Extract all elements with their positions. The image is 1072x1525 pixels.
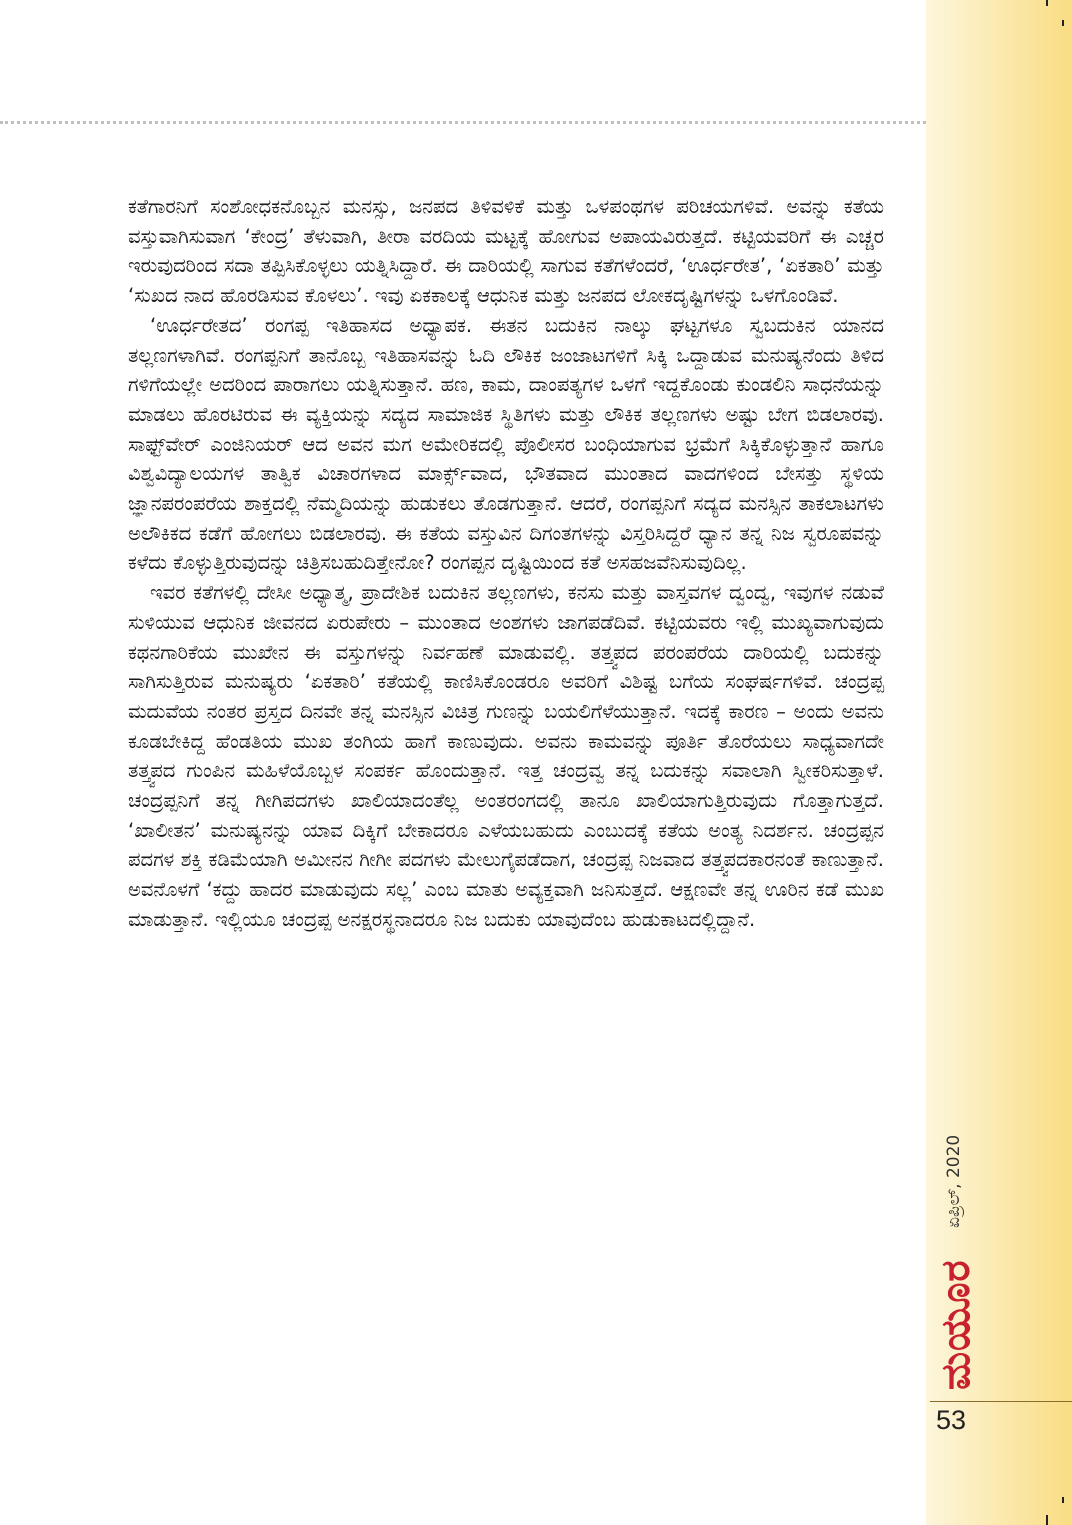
page-number: 53 (936, 1405, 967, 1435)
header-dotted-rule (0, 121, 926, 124)
crop-mark-right-upper (1062, 20, 1064, 26)
crop-mark-top-right (1046, 0, 1048, 6)
magazine-name: ಮಯೂರ (933, 1259, 979, 1390)
crop-mark-bottom-right (1046, 1515, 1048, 1525)
issue-date: ಏಪ್ರಿಲ್, 2020 (944, 1134, 964, 1228)
page-number-rule (930, 1401, 1072, 1402)
crop-mark-right-lower (1062, 1497, 1064, 1503)
paragraph-2: ‘ಊರ್ಧರೇತದ’ ರಂಗಪ್ಪ ಇತಿಹಾಸದ ಅಧ್ಯಾಪಕ. ಈತನ ಬದುಕಿನ ನಾಲ್ಕು ಘಟ್ಟಗಳೂ ಸ್ವಬದುಕಿನ ಯಾನದ ತಲ್ಲಣಗಳಾಗಿವೆ. ರಂಗಪ್ಪನಿಗೆ ತಾನೊಬ್ಬ ಇತಿಹಾಸವನ್ನು ಓದಿ ಲೌಕಿಕ ಜಂಜಾಟಗಳಿಗೆ ಸಿಕ್ಕಿ ಒದ್ದಾಡುವ ಮನುಷ್ಯನೆಂದು ತಿಳಿದ ಗಳಿಗೆಯಲ್ಲೇ ಅದರಿಂದ ಪಾರಾಗಲು ಯತ್ನಿಸುತ್ತಾನೆ. ಹಣ, ಕಾಮ, ದಾಂಪತ್ಯಗಳ ಒಳಗೆ ಇದ್ದಕೊಂಡು ಕುಂಡಲಿನಿ ಸಾಧನೆಯನ್ನು ಮಾಡಲು ಹೊರಟಿರುವ ಈ ವ್ಯಕ್ತಿಯನ್ನು ಸದ್ಯದ ಸಾಮಾಜಿಕ ಸ್ಥಿತಿಗಳು ಮತ್ತು ಲೌಕಿಕ ತಲ್ಲಣಗಳು ಅಷ್ಟು ಬೇಗ ಬಿಡಲಾರವು. ಸಾಫ್ಟ್‌ವೇರ್ ಎಂಜಿನಿಯರ್ ಆದ ಅವನ ಮಗ ಅಮೇರಿಕದಲ್ಲಿ ಪೊಲೀಸರ ಬಂಧಿಯಾಗುವ ಭ್ರಮೆಗೆ ಸಿಕ್ಕಿಕೊಳ್ಳುತ್ತಾನೆ ಹಾಗೂ ವಿಶ್ವವಿದ್ಯಾಲಯಗಳ ತಾತ್ವಿಕ ವಿಚಾರಗಳಾದ ಮಾರ್ಕ್ಸ್‌ವಾದ, ಭೌತವಾದ ಮುಂತಾದ ವಾದಗಳಿಂದ ಬೇಸತ್ತು ಸ್ಥಳಿಯ ಜ್ಞಾನಪರಂಪರೆಯ ಶಾಕ್ತದಲ್ಲಿ ನೆಮ್ಮದಿಯನ್ನು ಹುಡುಕಲು ತೊಡಗುತ್ತಾನೆ. ಆದರೆ, ರಂಗಪ್ಪನಿಗೆ ಸದ್ಯದ ಮನಸ್ಸಿನ ತಾಕಲಾಟಗಳು ಅಲೌಕಿಕದ ಕಡೆಗೆ ಹೋಗಲು ಬಿಡಲಾರವು. ಈ ಕತೆಯ ವಸ್ತುವಿನ ದಿಗಂತಗಳನ್ನು ವಿಸ್ತರಿಸಿದ್ದರೆ ಧ್ಯಾನ ತನ್ನ ನಿಜ ಸ್ವರೂಪವನ್ನು ಕಳೆದು ಕೊಳ್ಳುತ್ತಿರುವುದನ್ನು ಚಿತ್ರಿಸಬಹುದಿತ್ತೇನೋ? ರಂಗಪ್ಪನ ದೃಷ್ಟಿಯಿಂದ ಕತೆ ಅಸಹಜವೆನಿಸುವುದಿಲ್ಲ. (128, 313, 884, 575)
article-body (128, 192, 884, 935)
paragraph-3: ಇವರ ಕತೆಗಳಲ್ಲಿ ದೇಸೀ ಅಧ್ಯಾತ್ಮ, ಪ್ರಾದೇಶಿಕ ಬದುಕಿನ ತಲ್ಲಣಗಳು, ಕನಸು ಮತ್ತು ವಾಸ್ತವಗಳ ದ್ವಂದ್ವ, ಇವುಗಳ ನಡುವೆ ಸುಳಿಯುವ ಆಧುನಿಕ ಜೀವನದ ಏರುಪೇರು – ಮುಂತಾದ ಅಂಶಗಳು ಜಾಗಪಡೆದಿವೆ. ಕಟ್ಟಿಯವರು ಇಲ್ಲಿ ಮುಖ್ಯವಾಗುವುದು ಕಥನಗಾರಿಕೆಯ ಮುಖೇನ ಈ ವಸ್ತುಗಳನ್ನು ನಿರ್ವಹಣೆ ಮಾಡುವಲ್ಲಿ. ತತ್ತ್ವಪದ ಪರಂಪರೆಯ ದಾರಿಯಲ್ಲಿ ಬದುಕನ್ನು ಸಾಗಿಸುತ್ತಿರುವ ಮನುಷ್ಯರು ‘ಏಕತಾರಿ’ ಕತೆಯಲ್ಲಿ ಕಾಣಿಸಿಕೊಂಡರೂ ಅವರಿಗೆ ವಿಶಿಷ್ಟ ಬಗೆಯ ಸಂಘರ್ಷಗಳಿವೆ. ಚಂದ್ರಪ್ಪ ಮದುವೆಯ ನಂತರ ಪ್ರಸ್ತದ ದಿನವೇ ತನ್ನ ಮನಸ್ಸಿನ ವಿಚಿತ್ರ ಗುಣನ್ನು ಬಯಲಿಗೆಳೆಯುತ್ತಾನೆ. ಇದಕ್ಕೆ ಕಾರಣ – ಅಂದು ಅವನು ಕೂಡಬೇಕಿದ್ದ ಹೆಂಡತಿಯ ಮುಖ ತಂಗಿಯ ಹಾಗೆ ಕಾಣುವುದು. ಅವನು ಕಾಮವನ್ನು ಪೂರ್ತಿ ತೊರೆಯಲು ಸಾಧ್ಯವಾಗದೇ ತತ್ತ್ವಪದ ಗುಂಪಿನ ಮಹಿಳೆಯೊಬ್ಬಳ ಸಂಪರ್ಕ ಹೊಂದುತ್ತಾನೆ. ಇತ್ತ ಚಂದ್ರವ್ವ ತನ್ನ ಬದುಕನ್ನು ಸವಾಲಾಗಿ ಸ್ವೀಕರಿಸುತ್ತಾಳೆ. ಚಂದ್ರಪ್ಪನಿಗೆ ತನ್ನ ಗೀಗಿಪದಗಳು ಖಾಲಿಯಾದಂತೆಲ್ಲ ಅಂತರಂಗದಲ್ಲಿ ತಾನೂ ಖಾಲಿಯಾಗುತ್ತಿರುವುದು ಗೊತ್ತಾಗುತ್ತದೆ. ‘ಖಾಲೀತನ’ ಮನುಷ್ಯನನ್ನು ಯಾವ ದಿಕ್ಕಿಗೆ ಬೇಕಾದರೂ ಎಳೆಯಬಹುದು ಎಂಬುದಕ್ಕೆ ಕತೆಯ ಅಂತ್ಯ ನಿದರ್ಶನ. ಚಂದ್ರಪ್ಪನ ಪದಗಳ ಶಕ್ತಿ ಕಡಿಮೆಯಾಗಿ ಅಮೀನನ ಗೀಗೀ ಪದಗಳು ಮೇಲುಗೈಪಡೆದಾಗ, ಚಂದ್ರಪ್ಪ ನಿಜವಾದ ತತ್ತ್ವಪದಕಾರನಂತೆ ಕಾಣುತ್ತಾನೆ. ಅವನೊಳಗೆ ‘ಕದ್ದು ಹಾದರ ಮಾಡುವುದು ಸಲ್ಲ’ ಎಂಬ ಮಾತು ಅವ್ಯಕ್ತವಾಗಿ ಜನಿಸುತ್ತದೆ. ಆಕ್ಷಣವೇ ತನ್ನ ಊರಿನ ಕಡೆ ಮುಖ ಮಾಡುತ್ತಾನೆ. ಇಲ್ಲಿಯೂ ಚಂದ್ರಪ್ಪ ಅನಕ್ಷರಸ್ಥನಾದರೂ ನಿಜ ಬದುಕು ಯಾವುದೆಂಬ ಹುಡುಕಾಟದಲ್ಲಿದ್ದಾನೆ. (128, 581, 884, 931)
paragraph-1: ಕತೆಗಾರನಿಗೆ ಸಂಶೋಧಕನೊಬ್ಬನ ಮನಸ್ಸು, ಜನಪದ ತಿಳಿವಳಿಕೆ ಮತ್ತು ಒಳಪಂಥಗಳ ಪರಿಚಯಗಳಿವೆ. ಅವನ್ನು ಕತೆಯ ವಸ್ತುವಾಗಿಸುವಾಗ ‘ಕೇಂದ್ರ’ ತೆಳುವಾಗಿ, ತೀರಾ ವರದಿಯ ಮಟ್ಟಕ್ಕೆ ಹೋಗುವ ಅಪಾಯವಿರುತ್ತದೆ. ಕಟ್ಟಿಯವರಿಗೆ ಈ ಎಚ್ಚರ ಇರುವುದರಿಂದ ಸದಾ ತಪ್ಪಿಸಿಕೊಳ್ಳಲು ಯತ್ನಿಸಿದ್ದಾರೆ. ಈ ದಾರಿಯಲ್ಲಿ ಸಾಗುವ ಕತೆಗಳೆಂದರೆ, ‘ಊರ್ಧರೇತ’, ‘ಏಕತಾರಿ’ ಮತ್ತು ‘ಸುಖದ ನಾದ ಹೊರಡಿಸುವ ಕೊಳಲು’. ಇವು ಏಕಕಾಲಕ್ಕೆ ಆಧುನಿಕ ಮತ್ತು ಜನಪದ ಲೋಕದೃಷ್ಟಿಗಳನ್ನು ಒಳಗೊಂಡಿವೆ. (128, 195, 884, 308)
